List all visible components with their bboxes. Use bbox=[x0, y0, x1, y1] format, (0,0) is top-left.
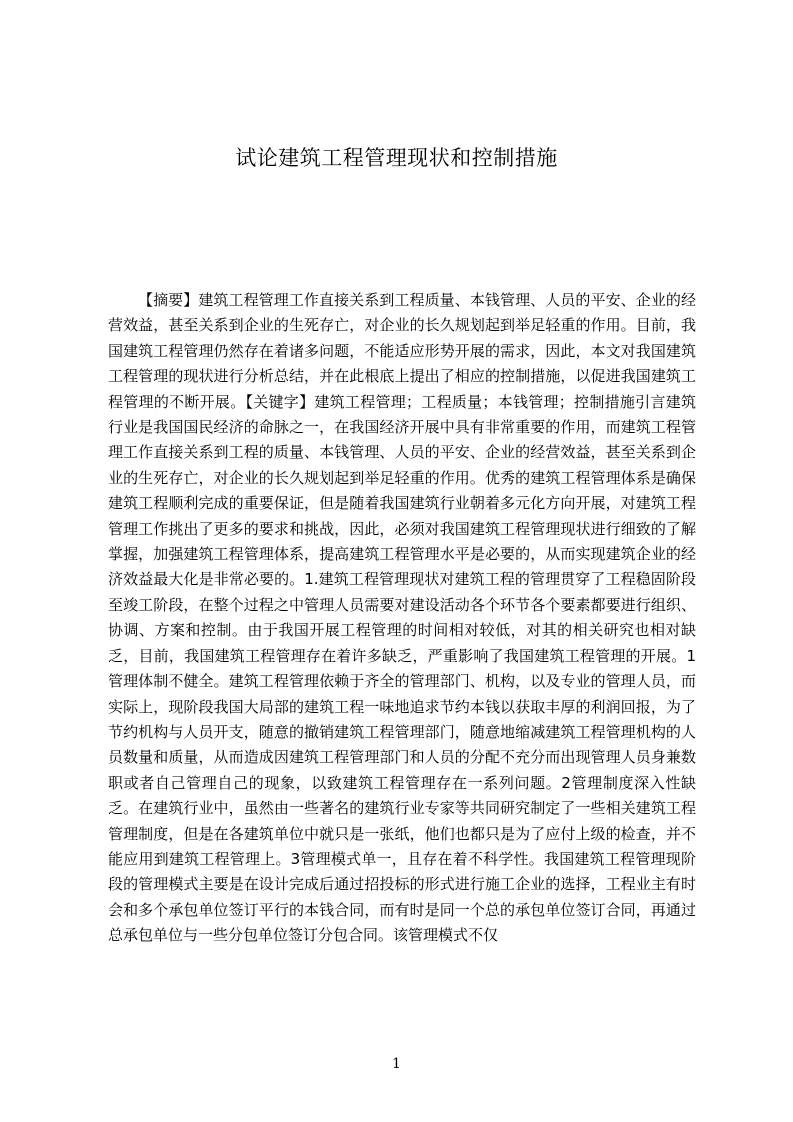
document-title: 试论建筑工程管理现状和控制措施 bbox=[235, 146, 558, 170]
page-number: 1 bbox=[392, 1056, 401, 1072]
body-paragraph: 【摘要】建筑工程管理工作直接关系到工程质量、本钱管理、人员的平安、企业的经营效益，甚至关系到企业的生死存亡，对企业的长久规划起到举足轻重的作用。目前，我国建筑工程管理仍然存在着诸多问题，不能适应形势开展的需求，因此，本文对我国建筑工程管理的现状进行分析总结，并在此根底上提出了相应的控制措施，以促进我国建筑工程管理的不断开展。【关键字】建筑工程管理；工程质量；本钱管理；控制措施引言建筑行业是我国国民经济的命脉之一，在我国经济开展中具有非常重要的作用，而建筑工程管理工作直接关系到工程的质量、本钱管理、人员的平安、企业的经营效益，甚至关系到企业的生死存亡，对企业的长久规划起到举足轻重的作用。优秀的建筑工程管理体系是确保建筑工程顺利完成的重要保证，但是随着我国建筑行业朝着多元化方向开展，对建筑工程管理工作挑出了更多的要求和挑战，因此，必须对我国建筑工程管理现状进行细致的了解掌握，加强建筑工程管理体系，提高建筑工程管理水平是必要的，从而实现建筑企业的经济效益最大化是非常必要的。1.建筑工程管理现状对建筑工程的管理贯穿了工程稳固阶段至竣工阶段，在整个过程之中管理人员需要对建设活动各个环节各个要素都要进行组织、协调、方案和控制。由于我国开展工程管理的时间相对较低，对其的相关研究也相对缺乏，目前，我国建筑工程管理存在着许多缺乏，严重影响了我国建筑工程管理的开展。1管理体制不健全。建筑工程管理依赖于齐全的管理部门、机构，以及专业的管理人员，而实际上，现阶段我国大局部的建筑工程一味地追求节约本钱以获取丰厚的利润回报，为了节约机构与人员开支，随意的撤销建筑工程管理部门，随意地缩减建筑工程管理机构的人员数量和质量，从而造成因建筑工程管理部门和人员的分配不充分而出现管理人员身兼数职或者自己管理自己的现象，以致建筑工程管理存在一系列问题。2管理制度深入性缺乏。在建筑行业中，虽然由一些著名的建筑行业专家等共同研究制定了一些相关建筑工程管理制度，但是在各建筑单位中就只是一张纸，他们也都只是为了应付上级的检查，并不能应用到建筑工程管理上。3管理模式单一，且存在着不科学性。我国建筑工程管理现阶段的管理模式主要是在设计完成后通过招投标的形式进行施工企业的选择，工程业主有时会和多个承包单位签订平行的本钱合同，而有时是同一个总的承包单位签订合同，再通过总承包单位与一些分包单位签订分包合同。该管理模式不仅 bbox=[108, 291, 696, 945]
